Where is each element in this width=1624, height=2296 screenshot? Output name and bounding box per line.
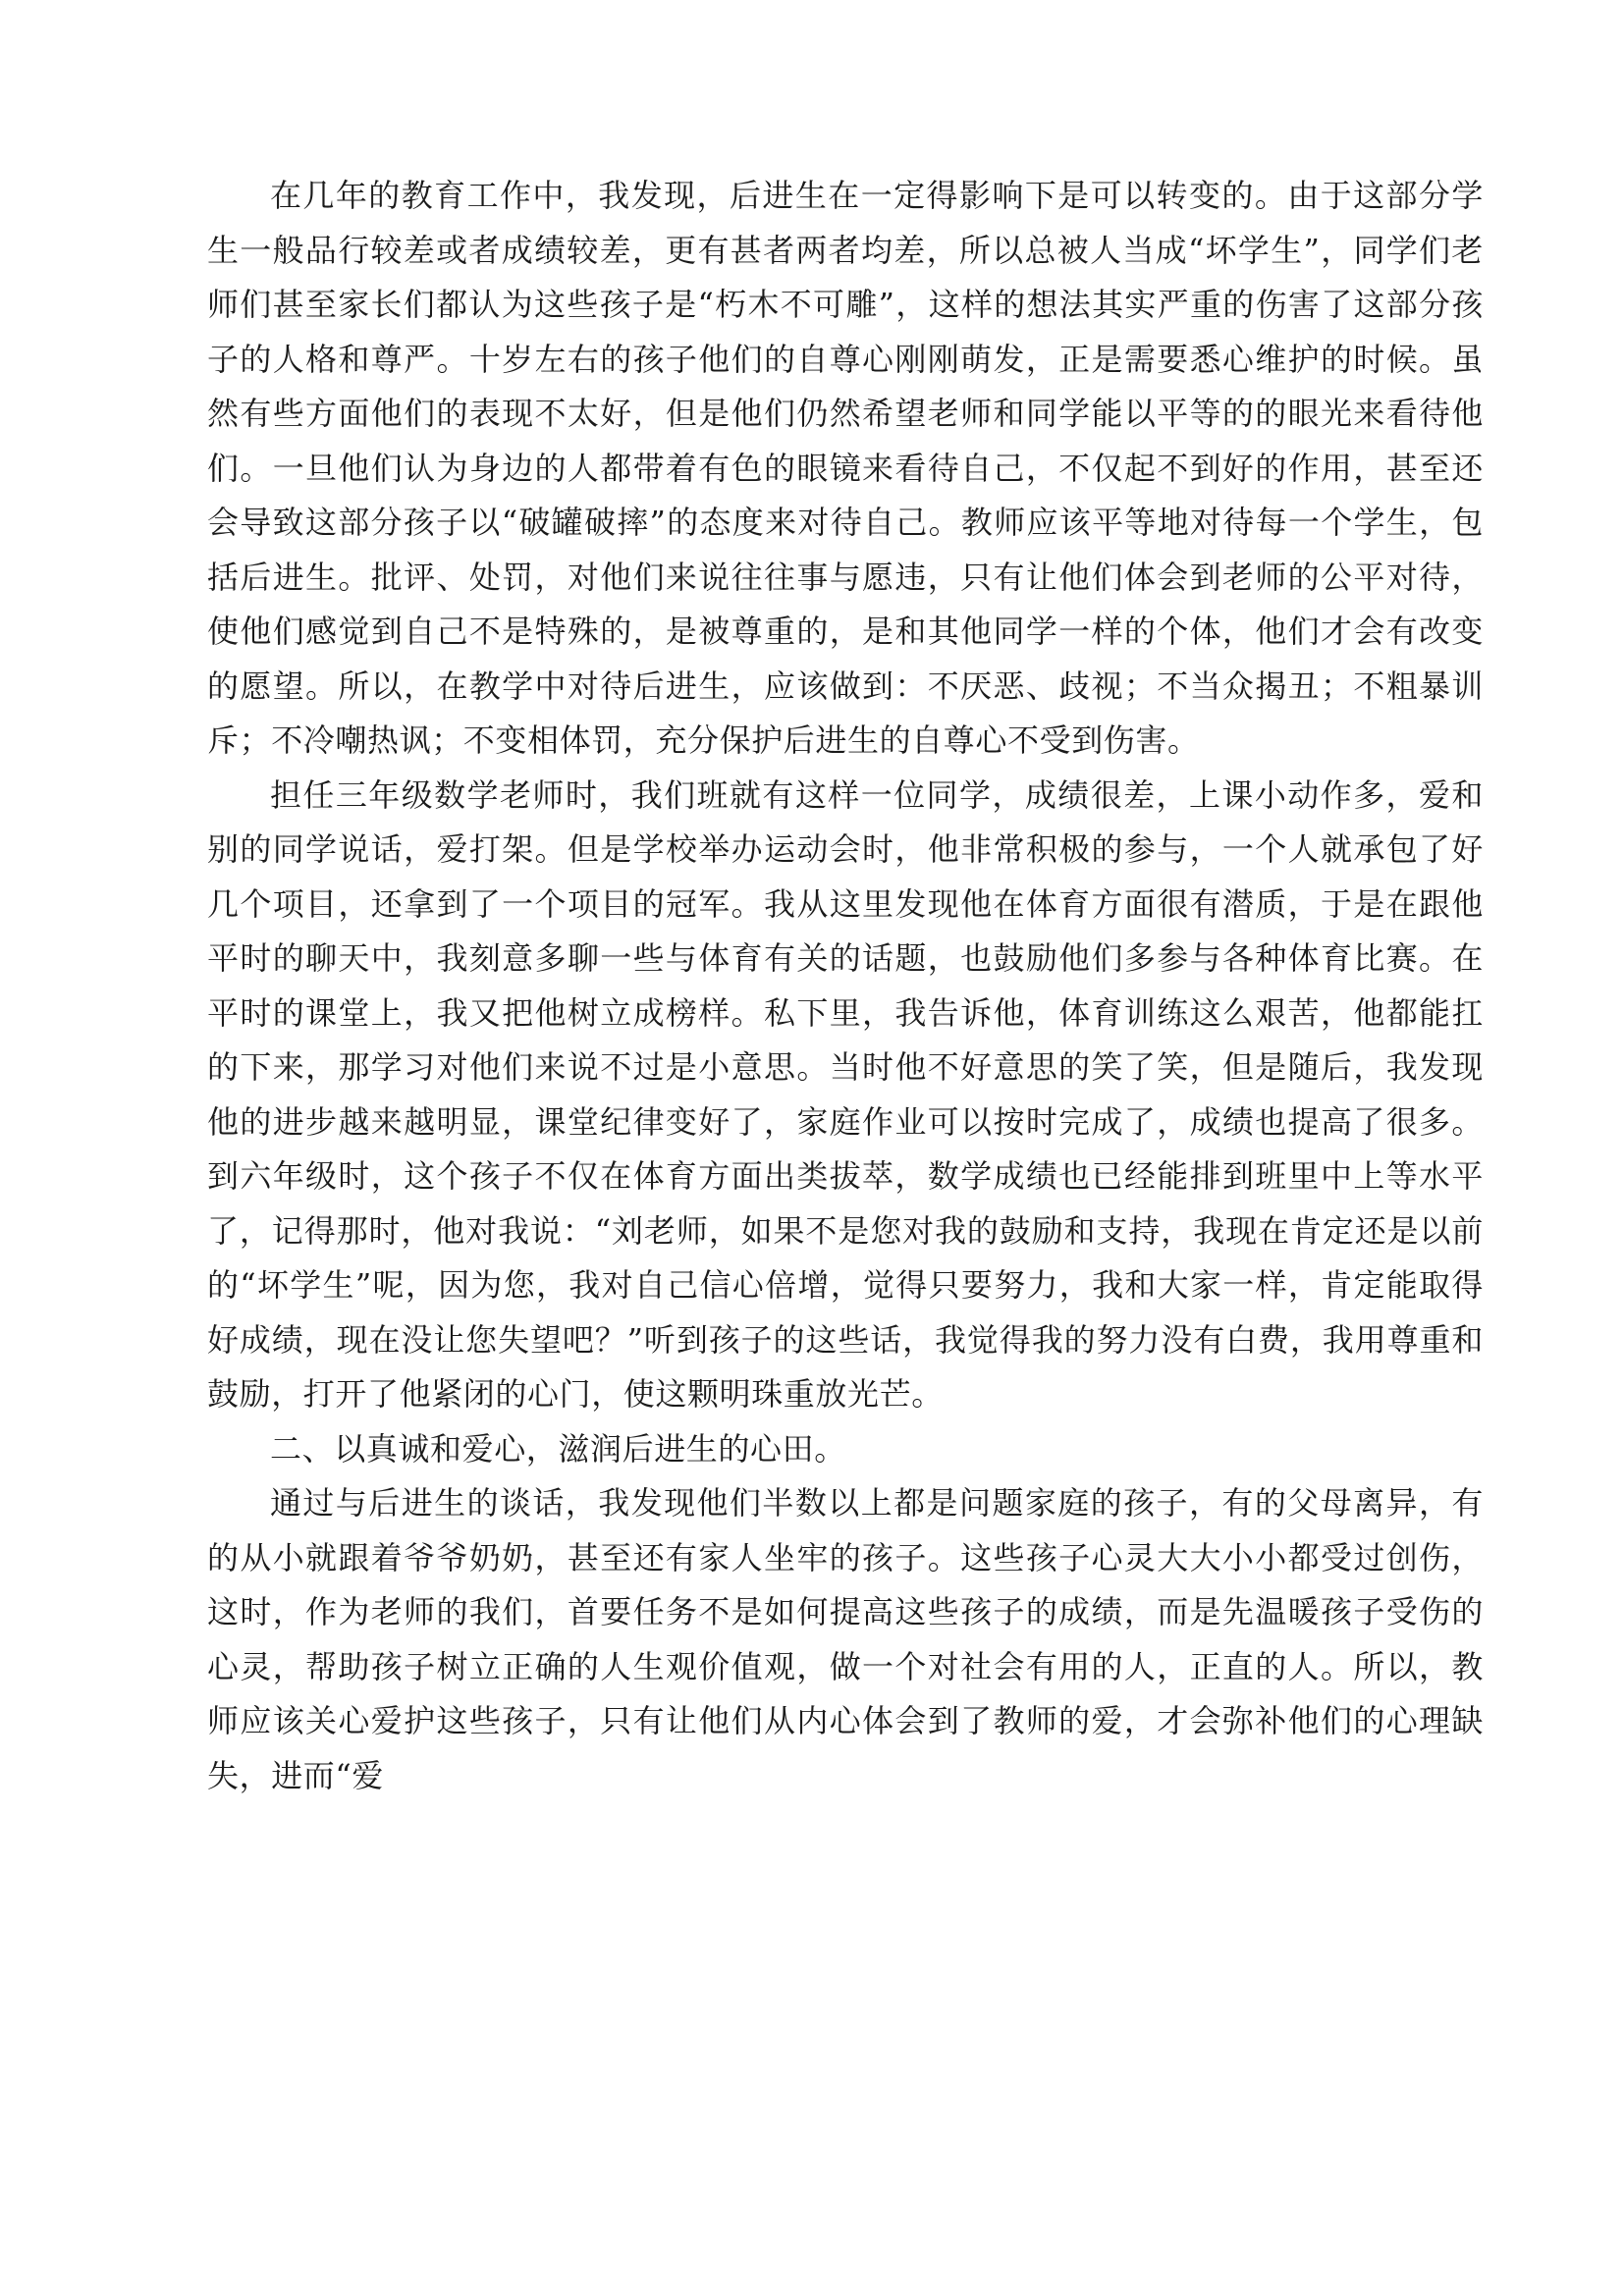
paragraph-family-background: 通过与后进生的谈话，我发现他们半数以上都是问题家庭的孩子，有的父母离异，有的从小就跟着爷爷奶奶，甚至还有家人坐牢的孩子。这些孩子心灵大大小小都受过创伤，这时，作为老师的我们，首要任务不是如何提高这些孩子的成绩，而是先温暖孩子受伤的心灵，帮助孩子树立正确的人生观价值观，做一个对社会有用的人，正直的人。所以，教师应该关心爱护这些孩子，只有让他们从内心体会到了教师的爱，才会弥补他们的心理缺失，进而“爱 (207, 1484, 1484, 1794)
document-body (207, 169, 1484, 1803)
section-heading-two: 二、以真诚和爱心，滋润后进生的心田。 (270, 1429, 846, 1468)
paragraph-equal-treatment: 在几年的教育工作中，我发现，后进生在一定得影响下是可以转变的。由于这部分学生一般品行较差或者成绩较差，更有甚者两者均差，所以总被人当成“坏学生”，同学们老师们甚至家长们都认为这些孩子是“朽木不可雕”，这样的想法其实严重的伤害了这部分孩子的人格和尊严。十岁左右的孩子他们的自尊心刚刚萌发，正是需要悉心维护的时候。虽然有些方面他们的表现不太好，但是他们仍然希望老师和同学能以平等的的眼光来看待他们。一旦他们认为身边的人都带着有色的眼镜来看待自己，不仅起不到好的作用，甚至还会导致这部分孩子以“破罐破摔”的态度来对待自己。教师应该平等地对待每一个学生，包括后进生。批评、处罚，对他们来说往往事与愿违，只有让他们体会到老师的公平对待，使他们感觉到自己不是特殊的，是被尊重的，是和其他同学一样的个体，他们才会有改变的愿望。所以，在教学中对待后进生，应该做到：不厌恶、歧视；不当众揭丑；不粗暴训斥；不冷嘲热讽；不变相体罚，充分保护后进生的自尊心不受到伤害。 (207, 177, 1484, 759)
paragraph-student-story: 担任三年级数学老师时，我们班就有这样一位同学，成绩很差，上课小动作多，爱和别的同学说话，爱打架。但是学校举办运动会时，他非常积极的参与，一个人就承包了好几个项目，还拿到了一个项目的冠军。我从这里发现他在体育方面很有潜质，于是在跟他平时的聊天中，我刻意多聊一些与体育有关的话题，也鼓励他们多参与各种体育比赛。在平时的课堂上，我又把他树立成榜样。私下里，我告诉他，体育训练这么艰苦，他都能扛的下来，那学习对他们来说不过是小意思。当时他不好意思的笑了笑，但是随后，我发现他的进步越来越明显，课堂纪律变好了，家庭作业可以按时完成了，成绩也提高了很多。到六年级时，这个孩子不仅在体育方面出类拔萃，数学成绩也已经能排到班里中上等水平了，记得那时，他对我说：“刘老师，如果不是您对我的鼓励和支持，我现在肯定还是以前的“坏学生”呢，因为您，我对自己信心倍增，觉得只要努力，我和大家一样，肯定能取得好成绩，现在没让您失望吧？”听到孩子的这些话，我觉得我的努力没有白费，我用尊重和鼓励，打开了他紧闭的心门，使这颗明珠重放光芒。 (207, 775, 1484, 1413)
